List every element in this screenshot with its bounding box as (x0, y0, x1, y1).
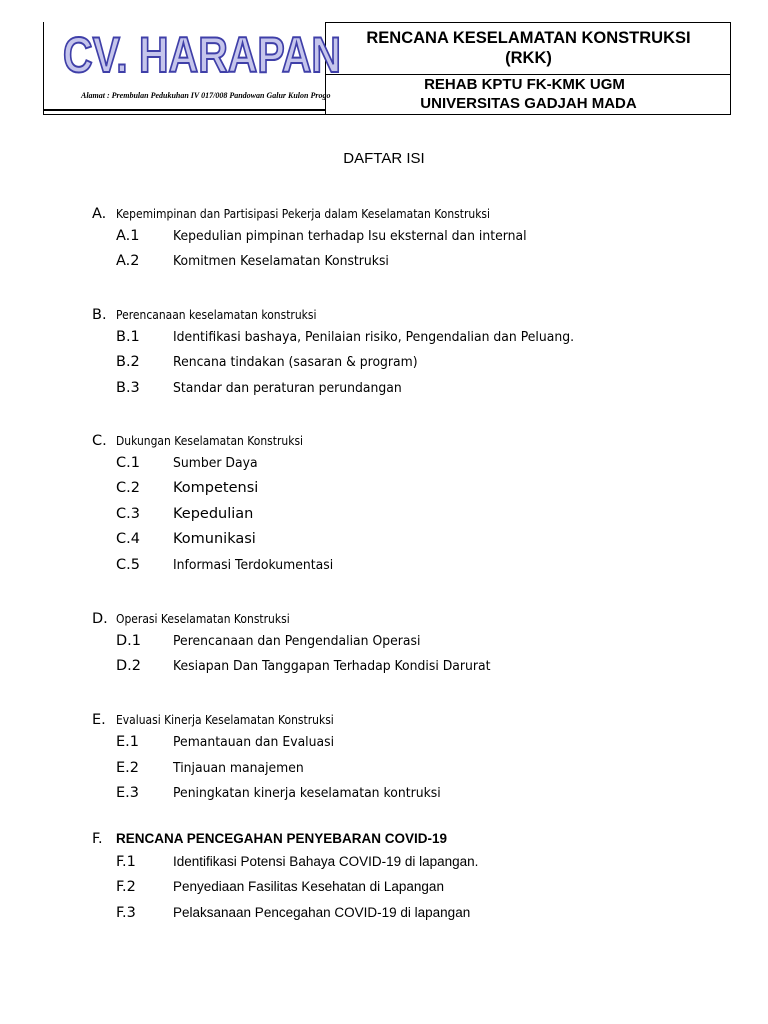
item-number: B.2 (116, 354, 140, 370)
section-letter: A. (92, 206, 107, 222)
project-cell (326, 74, 731, 115)
section-a-heading (92, 203, 551, 222)
item-number: B.1 (116, 329, 140, 345)
item-number: A.2 (116, 253, 140, 269)
item-number: E.3 (116, 785, 139, 801)
section-title: Dukungan Keselamatan Konstruksi (116, 433, 304, 448)
document-title-cell (326, 22, 731, 74)
item-number: F.3 (116, 905, 136, 921)
company-name: CV. HARAPAN (63, 27, 341, 83)
item-number: C.5 (116, 557, 140, 573)
item-text: Identifikasi bashaya, Penilaian risiko, Pengendalian dan Peluang. (173, 329, 575, 345)
section-title: RENCANA PENCEGAHAN PENYEBARAN COVID-19 (116, 831, 448, 846)
item-text: Komitmen Keselamatan Konstruksi (173, 253, 389, 269)
section-b-heading (92, 304, 349, 323)
item-text: Pemantauan dan Evaluasi (173, 734, 335, 750)
item-text: Informasi Terdokumentasi (173, 557, 334, 573)
item-number: F.2 (116, 879, 136, 895)
section-letter: F. (92, 831, 103, 847)
section-e-heading (92, 709, 369, 728)
item-number: E.1 (116, 734, 139, 750)
document-title-line1: RENCANA KESELAMATAN KONSTRUKSI (366, 29, 691, 47)
document-title-line2: (RKK) (505, 49, 552, 67)
item-number: F.1 (116, 854, 136, 870)
item-number: B.3 (116, 380, 140, 396)
project-line1: REHAB KPTU FK-KMK UGM (424, 76, 625, 93)
item-number: A.1 (116, 228, 140, 244)
item-text: Rencana tindakan (sasaran & program) (173, 354, 418, 370)
item-number: D.2 (116, 658, 141, 674)
section-letter: B. (92, 307, 107, 323)
item-text: Sumber Daya (173, 455, 258, 471)
item-text: Kompetensi (173, 480, 259, 496)
item-number: C.3 (116, 506, 140, 522)
item-text: Pelaksanaan Pencegahan COVID-19 di lapangan (173, 905, 471, 920)
item-number: E.2 (116, 760, 139, 776)
section-title: Kepemimpinan dan Partisipasi Pekerja dalam Keselamatan Konstruksi (116, 206, 491, 221)
item-text: Perencanaan dan Pengendalian Operasi (173, 633, 421, 649)
section-f-heading (92, 828, 447, 847)
item-text: Komunikasi (173, 531, 256, 547)
toc-title: DAFTAR ISI (343, 150, 425, 167)
document-header (43, 22, 731, 115)
item-text: Penyediaan Fasilitas Kesehatan di Lapangan (173, 879, 444, 894)
item-text: Kepedulian (173, 506, 254, 522)
section-title: Operasi Keselamatan Konstruksi (116, 611, 290, 626)
item-text: Standar dan peraturan perundangan (173, 380, 402, 396)
company-address: Alamat : Prembulan Pedukuhan IV 017/008 Pandowan Galur Kulon Progo (81, 91, 331, 100)
section-letter: D. (92, 611, 108, 627)
section-title: Evaluasi Kinerja Keselamatan Konstruksi (116, 712, 334, 727)
project-line2: UNIVERSITAS GADJAH MADA (420, 95, 637, 112)
section-c-heading (92, 430, 333, 449)
item-number: C.1 (116, 455, 140, 471)
item-text: Kesiapan Dan Tanggapan Terhadap Kondisi Darurat (173, 658, 491, 674)
section-letter: E. (92, 712, 106, 728)
item-text: Identifikasi Potensi Bahaya COVID-19 di lapangan. (173, 854, 479, 869)
section-letter: C. (92, 433, 107, 449)
item-text: Tinjauan manajemen (173, 760, 304, 776)
company-logo (43, 22, 341, 110)
item-number: D.1 (116, 633, 141, 649)
section-d-heading (92, 608, 318, 627)
item-number: C.2 (116, 480, 140, 496)
item-number: C.4 (116, 531, 140, 547)
item-text: Peningkatan kinerja keselamatan kontruksi (173, 785, 441, 801)
item-text: Kepedulian pimpinan terhadap Isu eksternal dan internal (173, 228, 527, 244)
section-title: Perencanaan keselamatan konstruksi (116, 307, 317, 322)
